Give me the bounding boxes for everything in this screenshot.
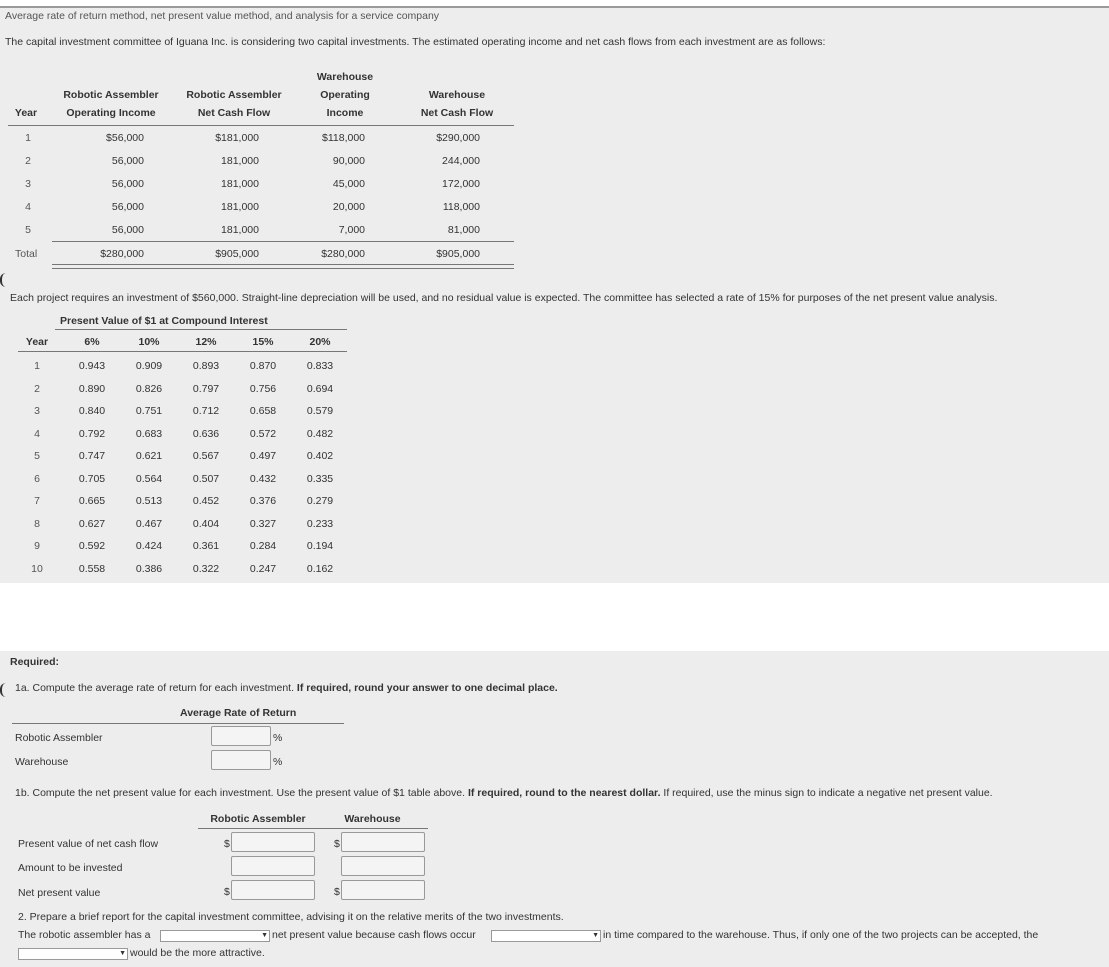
ra-cash-header-2: Net Cash Flow xyxy=(197,107,271,119)
wh-cash-cell: 244,000 xyxy=(442,155,480,167)
total-rule xyxy=(52,241,514,242)
pv-factor-cell: 0.386 xyxy=(135,562,163,575)
pv-factor-cell: 0.322 xyxy=(192,562,220,575)
chevron-down-icon: ▼ xyxy=(592,932,599,939)
pv-factor-cell: 0.592 xyxy=(78,540,106,552)
ra-cash-cell: 181,000 xyxy=(221,155,259,167)
ra-income-total: $280,000 xyxy=(100,248,144,260)
pv-factor-cell: 0.194 xyxy=(306,540,334,552)
ra-income-cell: $56,000 xyxy=(106,132,144,144)
pv-header-15: 15% xyxy=(252,336,274,348)
ra-income-cell: 56,000 xyxy=(111,155,144,167)
pv-factor-cell: 0.943 xyxy=(78,360,106,372)
pv-factor-cell: 0.694 xyxy=(306,382,334,395)
npv-net-robotic-prefix: $ xyxy=(224,886,230,898)
pv-factor-cell: 0.893 xyxy=(192,360,220,372)
pv-year-cell: 9 xyxy=(34,540,40,552)
npv-net-warehouse-prefix: $ xyxy=(334,886,340,898)
pv-factor-cell: 0.376 xyxy=(249,495,277,507)
npv-label-invested: Amount to be invested xyxy=(18,862,123,874)
pv-factor-cell: 0.513 xyxy=(135,495,163,507)
npv-invested-robotic-input[interactable] xyxy=(231,856,315,876)
pv-factor-cell: 0.284 xyxy=(249,540,277,552)
q2-timing-dropdown[interactable] xyxy=(491,930,601,942)
pv-factor-cell: 0.507 xyxy=(192,472,220,485)
q2-text-part2: net present value because cash flows occur xyxy=(272,929,476,941)
pv-factor-cell: 0.705 xyxy=(78,472,106,485)
section-marker xyxy=(0,273,6,287)
question-1a xyxy=(15,682,558,694)
ra-cash-cell: 181,000 xyxy=(221,224,259,236)
pv-title-rule xyxy=(55,329,347,330)
npv-pv-warehouse-input[interactable] xyxy=(341,832,425,852)
pv-factor-cell: 0.747 xyxy=(78,450,106,462)
investment-note: Each project requires an investment of $560,000. Straight-line depreciation will be used, and no residual value is expected. The committee has selected a rate of 15% for purposes of the net present value analysis. xyxy=(10,292,998,304)
ra-income-header-1: Robotic Assembler xyxy=(63,89,159,101)
wh-cash-cell: $290,000 xyxy=(436,132,480,144)
pv-header-rule xyxy=(18,351,347,352)
double-rule xyxy=(52,264,514,269)
ra-cash-cell: 181,000 xyxy=(221,178,259,190)
pv-factor-cell: 0.335 xyxy=(306,472,334,485)
pv-factor-cell: 0.840 xyxy=(78,405,106,417)
wh-income-header-3: Income xyxy=(326,107,364,119)
wh-income-cell: 7,000 xyxy=(338,224,365,236)
ra-income-header-2: Operating Income xyxy=(66,107,156,119)
pv-year-cell: 10 xyxy=(31,562,43,575)
arr-robotic-unit: % xyxy=(273,732,283,744)
year-cell: 2 xyxy=(25,155,31,167)
wh-cash-total: $905,000 xyxy=(436,248,480,260)
pv-year-cell: 1 xyxy=(34,360,40,372)
pv-factor-cell: 0.579 xyxy=(306,405,334,417)
npv-pv-warehouse-prefix: $ xyxy=(334,838,340,850)
pv-factor-cell: 0.621 xyxy=(135,450,163,462)
pv-year-cell: 5 xyxy=(34,450,40,462)
pv-factor-cell: 0.327 xyxy=(249,517,277,530)
pv-factor-cell: 0.712 xyxy=(192,405,220,417)
chevron-down-icon: ▼ xyxy=(119,950,126,957)
pv-factor-cell: 0.279 xyxy=(306,495,334,507)
npv-header-robotic: Robotic Assembler xyxy=(210,813,306,825)
pv-factor-cell: 0.424 xyxy=(135,540,163,552)
pv-factor-cell: 0.870 xyxy=(249,360,277,372)
pv-factor-cell: 0.402 xyxy=(306,450,334,462)
arr-warehouse-input[interactable] xyxy=(211,750,271,770)
year-cell: 5 xyxy=(25,224,31,236)
npv-net-robotic-input[interactable] xyxy=(231,880,315,900)
pv-factor-cell: 0.162 xyxy=(306,562,334,575)
pv-factor-cell: 0.756 xyxy=(249,382,277,395)
wh-income-header-1: Warehouse xyxy=(316,71,374,83)
chevron-down-icon: ▼ xyxy=(261,932,268,939)
ra-cash-cell: $181,000 xyxy=(215,132,259,144)
pv-factor-cell: 0.482 xyxy=(306,427,334,440)
wh-cash-cell: 172,000 xyxy=(442,178,480,190)
pv-factor-cell: 0.361 xyxy=(192,540,220,552)
arr-robotic-input[interactable] xyxy=(211,726,271,746)
pv-factor-cell: 0.833 xyxy=(306,360,334,372)
pv-factor-cell: 0.797 xyxy=(192,382,220,395)
ra-income-cell: 56,000 xyxy=(111,201,144,213)
pv-year-cell: 4 xyxy=(34,427,40,440)
q2-project-dropdown[interactable] xyxy=(18,948,128,960)
pv-factor-cell: 0.497 xyxy=(249,450,277,462)
pv-factor-cell: 0.452 xyxy=(192,495,220,507)
wh-cash-cell: 81,000 xyxy=(447,224,480,236)
ra-cash-total: $905,000 xyxy=(215,248,259,260)
arr-warehouse-unit: % xyxy=(273,756,283,768)
pv-table-title: Present Value of $1 at Compound Interest xyxy=(60,315,268,327)
npv-header-warehouse: Warehouse xyxy=(344,813,401,825)
year-cell: 4 xyxy=(25,201,31,213)
pv-year-cell: 8 xyxy=(34,517,40,530)
wh-cash-header-2: Net Cash Flow xyxy=(420,107,494,119)
pv-factor-cell: 0.404 xyxy=(192,517,220,530)
npv-invested-warehouse-input[interactable] xyxy=(341,856,425,876)
pv-factor-cell: 0.826 xyxy=(135,382,163,395)
npv-header-rule xyxy=(198,828,428,829)
pv-factor-cell: 0.683 xyxy=(135,427,163,440)
wh-cash-header-1: Warehouse xyxy=(428,89,486,101)
pv-factor-cell: 0.636 xyxy=(192,427,220,440)
pv-factor-cell: 0.751 xyxy=(135,405,163,417)
pv-year-cell: 6 xyxy=(34,472,40,485)
pv-header-year: Year xyxy=(25,336,49,348)
header-rule xyxy=(8,125,514,126)
pv-header-10: 10% xyxy=(138,336,160,348)
pv-factor-cell: 0.467 xyxy=(135,517,163,530)
arr-label-warehouse: Warehouse xyxy=(15,756,69,768)
pv-factor-cell: 0.572 xyxy=(249,427,277,440)
problem-title: Average rate of return method, net present value method, and analysis for a service company xyxy=(5,10,440,22)
npv-label-pv: Present value of net cash flow xyxy=(18,838,159,850)
pv-year-cell: 3 xyxy=(34,405,40,417)
pv-factor-cell: 0.658 xyxy=(249,405,277,417)
pv-factor-cell: 0.247 xyxy=(249,562,277,575)
year-cell: 3 xyxy=(25,178,31,190)
year-header: Year xyxy=(14,107,38,119)
question-1a-bold: If required, round your answer to one decimal place. xyxy=(296,682,558,694)
question-marker xyxy=(0,683,6,697)
ra-income-cell: 56,000 xyxy=(111,178,144,190)
question-2: 2. Prepare a brief report for the capital investment committee, advising it on the relative merits of the two investments. xyxy=(18,911,564,923)
pv-factor-cell: 0.909 xyxy=(135,360,163,372)
arr-header-rule xyxy=(12,723,344,724)
wh-income-cell: 45,000 xyxy=(332,178,365,190)
q2-text-part4: would be the more attractive. xyxy=(130,947,265,959)
pv-factor-cell: 0.665 xyxy=(78,495,106,507)
pv-factor-cell: 0.564 xyxy=(135,472,163,485)
wh-income-header-2: Operating xyxy=(320,89,370,101)
npv-label-net: Net present value xyxy=(18,887,101,899)
npv-net-warehouse-input[interactable] xyxy=(341,880,425,900)
pv-factor-cell: 0.432 xyxy=(249,472,277,485)
ra-cash-header-1: Robotic Assembler xyxy=(186,89,282,101)
pv-factor-cell: 0.233 xyxy=(306,517,334,530)
pv-year-cell: 7 xyxy=(34,495,40,507)
arr-header: Average Rate of Return xyxy=(180,707,297,719)
wh-income-total: $280,000 xyxy=(321,248,365,260)
q2-npv-dropdown[interactable] xyxy=(160,930,270,942)
q2-text-part3: in time compared to the warehouse. Thus, if only one of the two projects can be accepted, the xyxy=(603,929,1039,941)
total-label: Total xyxy=(15,248,38,260)
question-1b-tail: If required, use the minus sign to indicate a negative net present value. xyxy=(660,787,993,799)
year-cell: 1 xyxy=(25,132,31,144)
wh-income-cell: 90,000 xyxy=(332,155,365,167)
pv-factor-cell: 0.567 xyxy=(192,450,220,462)
arr-label-robotic: Robotic Assembler xyxy=(15,732,103,744)
question-1b xyxy=(15,787,993,799)
pv-header-12: 12% xyxy=(195,336,217,348)
question-1a-text: 1a. Compute the average rate of return for each investment. xyxy=(15,682,297,694)
wh-cash-cell: 118,000 xyxy=(442,201,480,213)
q2-text-part1: The robotic assembler has a xyxy=(18,929,151,941)
npv-pv-robotic-input[interactable] xyxy=(231,832,315,852)
pv-header-20: 20% xyxy=(309,336,331,348)
wh-income-cell: $118,000 xyxy=(321,132,365,144)
pv-header-6: 6% xyxy=(84,336,100,348)
required-heading: Required: xyxy=(10,656,60,668)
pv-factor-cell: 0.890 xyxy=(78,382,106,395)
problem-intro: The capital investment committee of Iguana Inc. is considering two capital investments. The estimated operating income and net cash flows from each investment are as follows: xyxy=(5,36,826,48)
pv-factor-cell: 0.627 xyxy=(78,517,106,530)
wh-income-cell: 20,000 xyxy=(332,201,365,213)
pv-factor-cell: 0.558 xyxy=(78,562,106,575)
pv-factor-cell: 0.792 xyxy=(78,427,106,440)
question-1b-text: 1b. Compute the net present value for each investment. Use the present value of $1 table above. xyxy=(15,787,468,799)
pv-year-cell: 2 xyxy=(34,382,40,395)
ra-income-cell: 56,000 xyxy=(111,224,144,236)
question-1b-bold: If required, round to the nearest dollar. xyxy=(467,787,661,799)
npv-pv-robotic-prefix: $ xyxy=(224,838,230,850)
ra-cash-cell: 181,000 xyxy=(221,201,259,213)
